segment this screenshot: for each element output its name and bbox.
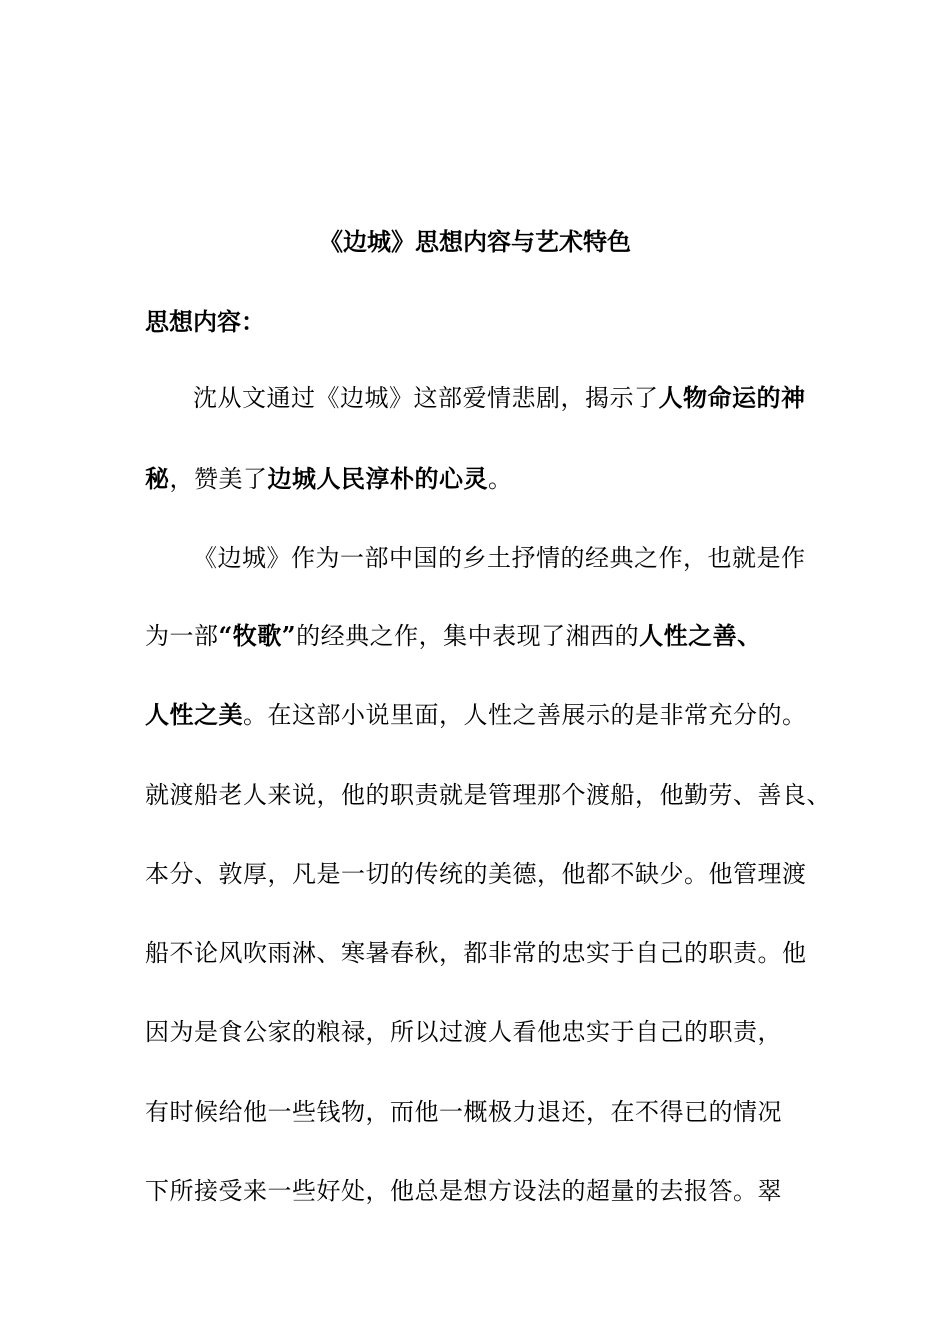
paragraph-2-line-2 [145, 616, 762, 656]
section-heading: 思想内容： [145, 307, 265, 336]
paragraph-2-line-1: 《边城》作为一部中国的乡土抒情的经典之作，也就是作 [193, 544, 806, 572]
document-title: 《边城》思想内容与艺术特色 [319, 227, 631, 256]
text-run: 的经典之作，集中表现了湘西的 [296, 622, 640, 650]
bold-text-run: 人性之善、 [639, 621, 762, 650]
text-run: 。 [488, 465, 513, 493]
paragraph-2-line-8: 有时候给他一些钱物，而他一概极力退还，在不得已的情况 [145, 1098, 782, 1126]
paragraph-2-line-5: 本分、敦厚，凡是一切的传统的美德，他都不缺少。他管理渡 [145, 860, 807, 888]
paragraph-1-line-2 [145, 459, 513, 499]
text-run: 为一部 [145, 622, 219, 650]
bold-text-run: 秘 [145, 464, 170, 493]
paragraph-2-line-9: 下所接受来一些好处，他总是想方设法的超量的去报答。翠 [145, 1177, 782, 1205]
paragraph-1-line-1 [193, 378, 806, 418]
text-run: 。在这部小说里面，人性之善展示的是非常充分的。 [243, 701, 807, 729]
bold-text-run: “牧歌” [218, 621, 297, 650]
paragraph-2-line-3 [145, 695, 807, 735]
bold-text-run: 边城人民淳朴的心灵 [267, 464, 488, 493]
text-run: ，赞美了 [169, 465, 268, 493]
bold-text-run: 人物命运的神 [658, 383, 806, 412]
paragraph-2-line-4: 就渡船老人来说，他的职责就是管理那个渡船，他勤劳、善良、 [145, 781, 831, 809]
paragraph-2-line-6: 船不论风吹雨淋、寒暑春秋，都非常的忠实于自己的职责。他 [145, 939, 807, 967]
bold-text-run: 人性之美 [145, 700, 243, 729]
paragraph-2-line-7: 因为是食公家的粮禄，所以过渡人看他忠实于自己的职责， [145, 1018, 782, 1046]
text-run: 沈从文通过《边城》这部爱情悲剧，揭示了 [193, 384, 659, 412]
